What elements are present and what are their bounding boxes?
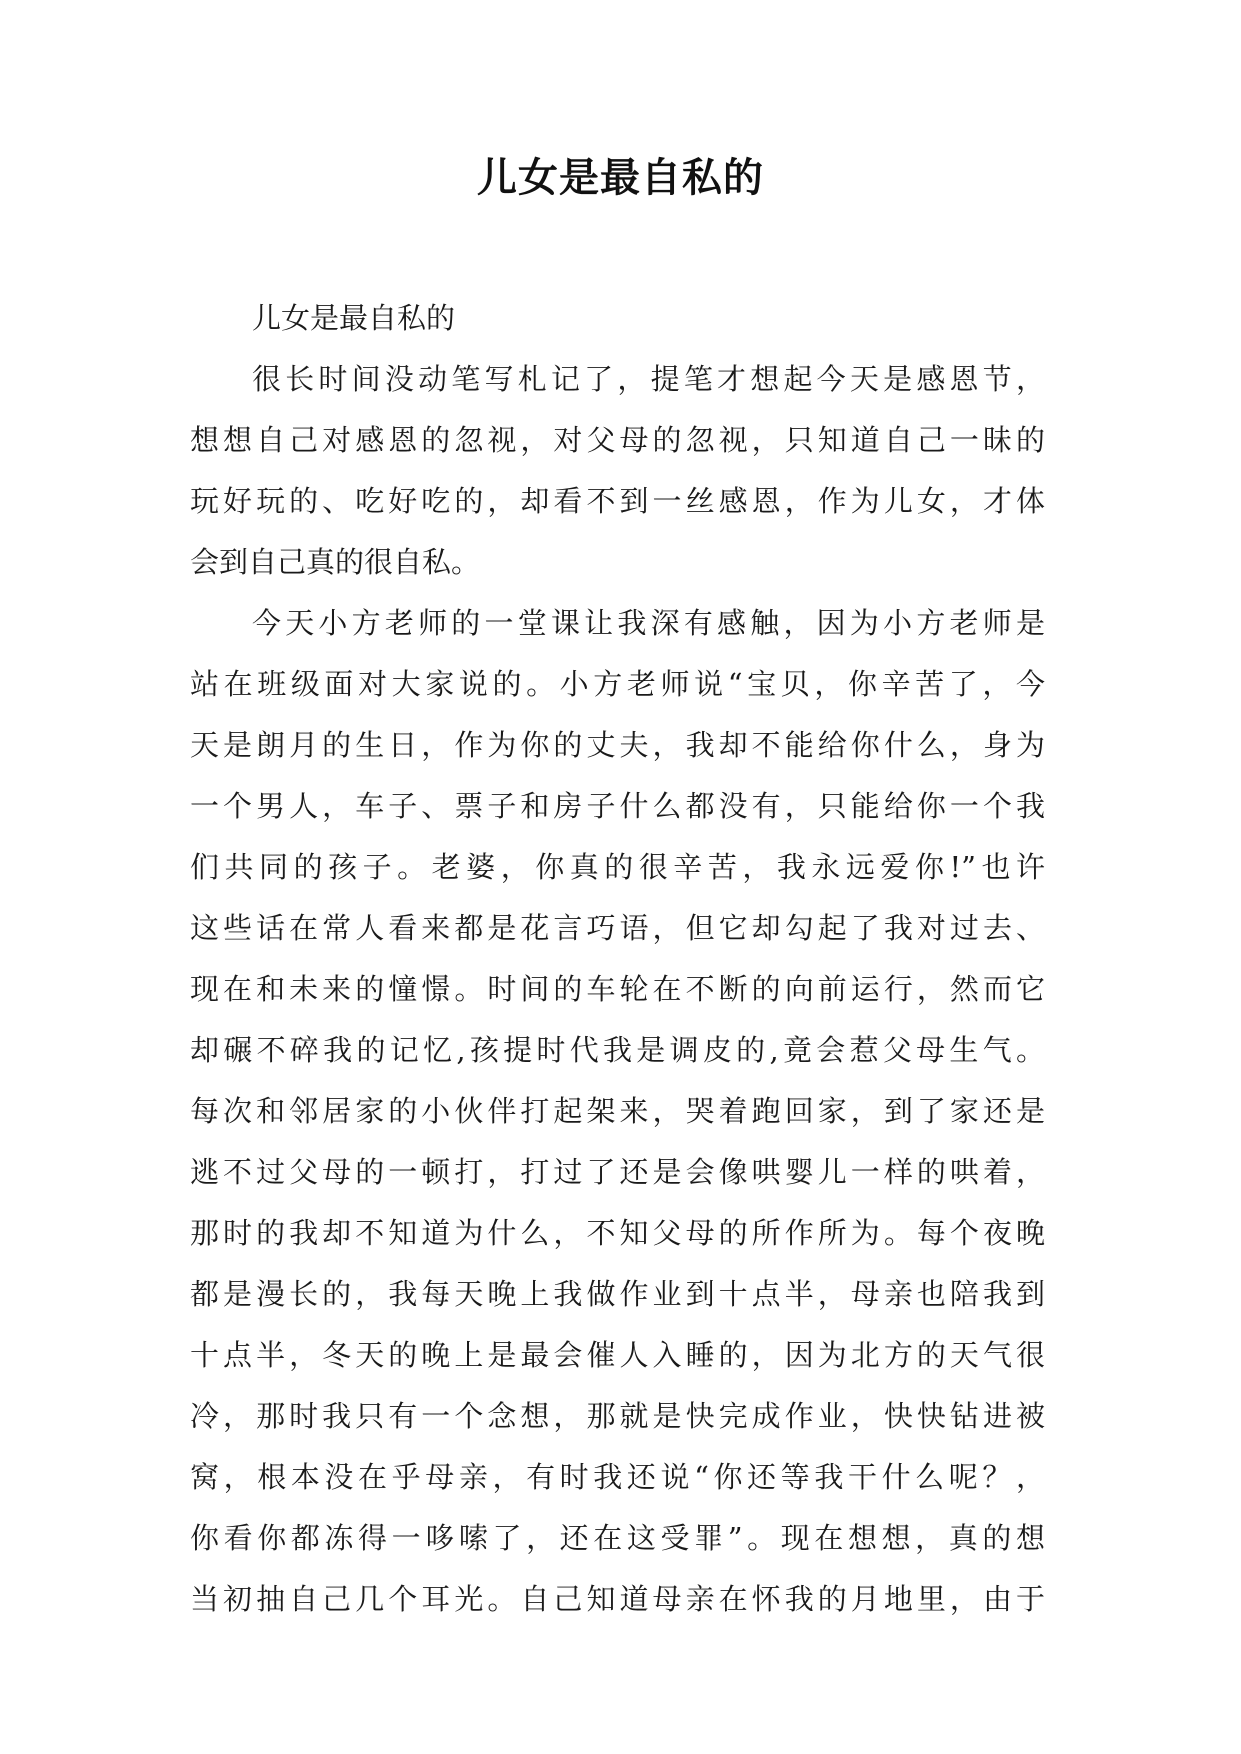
paragraph-line: 当初抽自己几个耳光。自己知道母亲在怀我的月地里，由于 xyxy=(190,1582,1045,1616)
paragraph-line: 玩好玩的、吃好吃的，却看不到一丝感恩，作为儿女，才体 xyxy=(190,484,1045,518)
paragraph-line: 每次和邻居家的小伙伴打起架来，哭着跑回家，到了家还是 xyxy=(190,1094,1045,1128)
paragraph-line: 天是朗月的生日，作为你的丈夫，我却不能给你什么，身为 xyxy=(190,728,1045,762)
paragraph-line: 很长时间没动笔写札记了，提笔才想起今天是感恩节， xyxy=(252,362,1045,396)
paragraph-line: 你看你都冻得一哆嗦了，还在这受罪”。现在想想，真的想 xyxy=(190,1521,1045,1555)
paragraph-line: 逃不过父母的一顿打，打过了还是会像哄婴儿一样的哄着， xyxy=(190,1155,1045,1189)
paragraph-line: 十点半，冬天的晚上是最会催人入睡的，因为北方的天气很 xyxy=(190,1338,1045,1372)
paragraph-line: 站在班级面对大家说的。小方老师说“宝贝，你辛苦了，今 xyxy=(190,667,1045,701)
paragraph-line: 会到自己真的很自私。 xyxy=(190,545,481,579)
document-body xyxy=(190,288,1045,1630)
document-title: 儿女是最自私的 xyxy=(477,155,764,201)
paragraph-line: 想想自己对感恩的忽视，对父母的忽视，只知道自己一昧的 xyxy=(190,423,1045,457)
paragraph-line: 一个男人，车子、票子和房子什么都没有，只能给你一个我 xyxy=(190,789,1045,823)
paragraph-line: 现在和未来的憧憬。时间的车轮在不断的向前运行，然而它 xyxy=(190,972,1045,1006)
paragraph-line: 却碾不碎我的记忆,孩提时代我是调皮的,竟会惹父母生气。 xyxy=(190,1033,1045,1067)
paragraph-heading-line: 儿女是最自私的 xyxy=(252,301,456,335)
paragraph-line: 这些话在常人看来都是花言巧语，但它却勾起了我对过去、 xyxy=(190,911,1045,945)
paragraph-line: 冷，那时我只有一个念想，那就是快完成作业，快快钻进被 xyxy=(190,1399,1045,1433)
paragraph-line: 们共同的孩子。老婆，你真的很辛苦，我永远爱你!”也许 xyxy=(190,850,1045,884)
paragraph-line: 那时的我却不知道为什么，不知父母的所作所为。每个夜晚 xyxy=(190,1216,1045,1250)
paragraph-line: 今天小方老师的一堂课让我深有感触，因为小方老师是 xyxy=(252,606,1045,640)
paragraph-line: 窝，根本没在乎母亲，有时我还说“你还等我干什么呢？， xyxy=(190,1460,1045,1494)
paragraph-line: 都是漫长的，我每天晚上我做作业到十点半，母亲也陪我到 xyxy=(190,1277,1045,1311)
